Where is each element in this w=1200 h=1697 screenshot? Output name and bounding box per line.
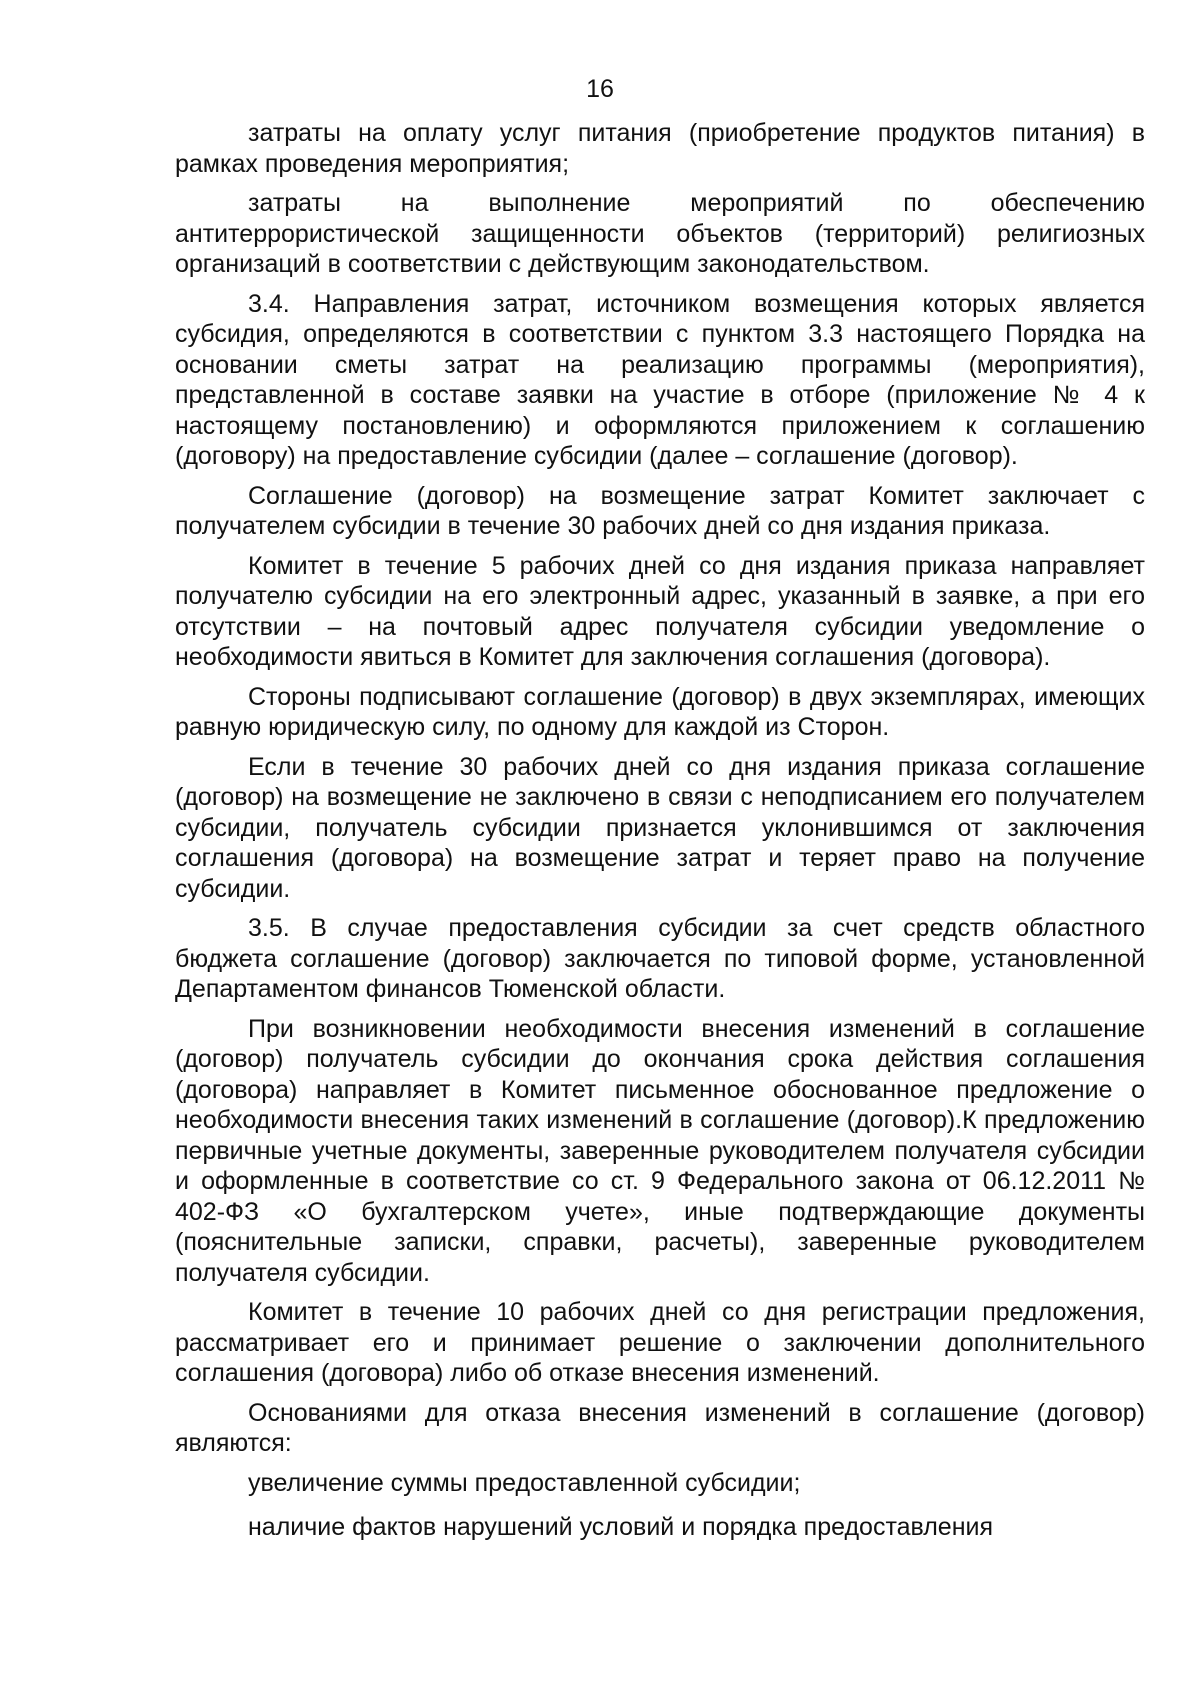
paragraph-3-5: 3.5. В случае предоставления субсидии за счет средств областного бюджета соглашение (договор) заключается по типовой форме, установленной Департаментом финансов Тюменской области. [175, 914, 1145, 1003]
paragraph-violations: наличие фактов нарушений условий и порядка предоставления [248, 1513, 994, 1541]
paragraph-committee-review: Комитет в течение 10 рабочих дней со дня регистрации предложения, рассматривает его и принимает решение о заключении дополнительного соглашения (договора) либо об отказе внесения изменений. [175, 1298, 1145, 1387]
paragraph-3-4: 3.4. Направления затрат, источником возмещения которых является субсидия, определяются в соответствии с пунктом 3.3 настоящего Порядка на основании сметы затрат на реализацию программы (мероприятия), представленной в составе заявки на участие в отборе (приложение № 4 к настоящему постановлению) и оформляются приложением к соглашению (договору) на предоставление субсидии (далее – соглашение (договор). [175, 289, 1145, 470]
paragraph-committee-notice: Комитет в течение 5 рабочих дней со дня издания приказа направляет получателю субсидии на его электронный адрес, указанный в заявке, а при его отсутствии – на почтовый адрес получателя субсидии уведомление о необходимости явиться в Комитет для заключения соглашения (договора). [175, 551, 1145, 671]
document-body [175, 118, 1145, 1552]
page-number: 16 [586, 75, 614, 103]
paragraph-evasion: Если в течение 30 рабочих дней со дня издания приказа соглашение (договор) на возмещение не заключено в связи с неподписанием его получателем субсидии, получатель субсидии признается уклонившимся от заключения соглашения (договора) на возмещение затрат и теряет право на получение субсидии. [175, 752, 1145, 903]
paragraph-subsidy-increase: увеличение суммы предоставленной субсидии; [248, 1468, 801, 1497]
paragraph-food-costs: затраты на оплату услуг питания (приобретение продуктов питания) в рамках проведения мероприятия; [175, 119, 1145, 178]
paragraph-agreement-conclusion: Соглашение (договор) на возмещение затрат Комитет заключает с получателем субсидии в течение 30 рабочих дней со дня издания приказа. [175, 481, 1145, 540]
paragraph-refusal-grounds: Основаниями для отказа внесения изменений в соглашение (договор) являются: [175, 1398, 1145, 1457]
paragraph-antiterror-costs: затраты на выполнение мероприятий по обеспечению антитеррористической защищенности объектов (территорий) религиозных организаций в соответствии с действующим законодательством. [175, 189, 1145, 278]
paragraph-parties-sign: Стороны подписывают соглашение (договор) в двух экземплярах, имеющих равную юридическую силу, по одному для каждой из Сторон. [175, 682, 1145, 741]
paragraph-amendment-request: При возникновении необходимости внесения изменений в соглашение (договор) получатель субсидии до окончания срока действия соглашения (договора) направляет в Комитет письменное обоснованное предложение о необходимости внесения таких изменений в соглашение (договор).К предложению первичные учетные документы, заверенные руководителем получателя субсидии и оформленные в соответствие со ст. 9 Федерального закона от 06.12.2011 № 402-ФЗ «О бухгалтерском учете», иные подтверждающие документы (пояснительные записки, справки, расчеты), заверенные руководителем получателя субсидии. [175, 1014, 1145, 1287]
